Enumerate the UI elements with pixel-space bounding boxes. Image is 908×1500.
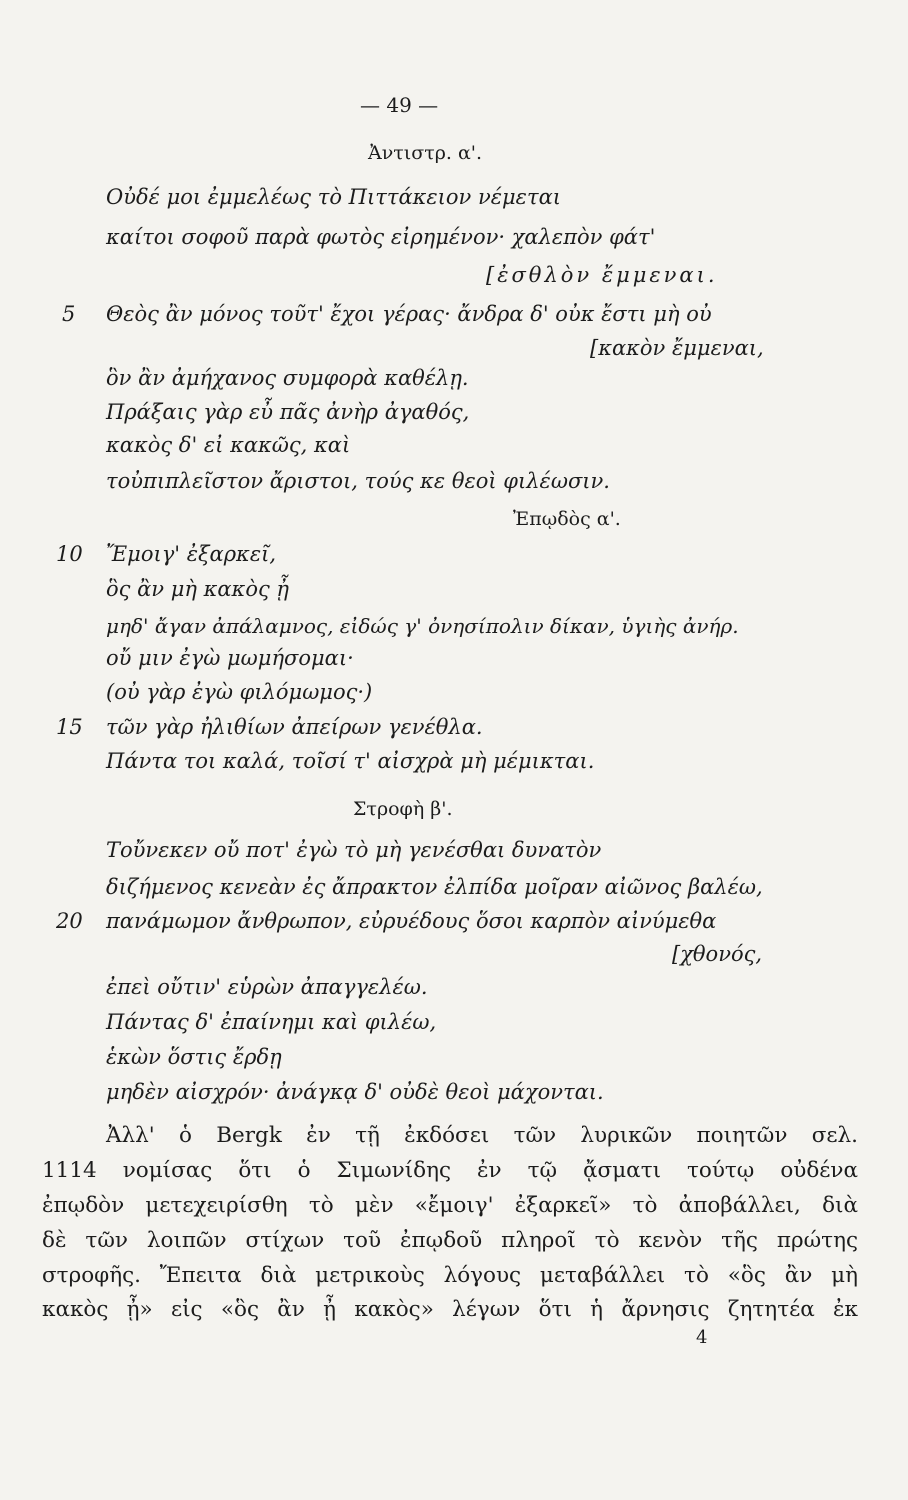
verse-line: πανάμωμον ἄνθρωπον, εὐρυέδους ὅσοι καρπὸν αἰνύμεθα [106, 909, 717, 933]
verse-line: ὃν ἂν ἀμήχανος συμφορὰ καθέλῃ. [106, 366, 469, 390]
verse-line: ὃς ἂν μὴ κακὸς ᾖ [106, 577, 289, 601]
signature-mark: 4 [696, 1327, 708, 1348]
prose-line: Ἀλλ' ὁ Bergk ἐν τῇ ἐκδόσει τῶν λυρικῶν ποιητῶν σελ. [106, 1123, 858, 1148]
prose-line: δὲ τῶν λοιπῶν στίχων τοῦ ἐπῳδοῦ πληροῖ τὸ κενὸν τῆς πρώτης [42, 1228, 858, 1253]
page-number: — 49 — [360, 93, 439, 117]
verse-line [106, 223, 655, 251]
verse-line-continuation: [χθονός, [672, 942, 763, 966]
verse-line: οὔ μιν ἐγὼ μωμήσομαι· [106, 646, 354, 670]
verse-line: κακὸς δ' εἰ κακῶς, καὶ [106, 433, 351, 457]
verse-line: Πάντας δ' ἐπαίνημι καὶ φιλέω, [106, 1010, 437, 1034]
verse-line: Πράξαις γὰρ εὖ πᾶς ἀνὴρ ἀγαθός, [106, 400, 470, 424]
verse-line-continuation: [κακὸν ἔμμεναι, [590, 336, 764, 360]
prose-line: κακὸς ᾖ» εἰς «ὃς ἂν ᾖ κακὸς» λέγων ὅτι ἡ ἄρνησις ζητητέα ἐκ [42, 1297, 858, 1322]
verse-line: τοὐπιπλεῖστον ἄριστοι, τούς κε θεοὶ φιλέωσιν. [106, 469, 610, 493]
verse-line: Τοὔνεκεν οὔ ποτ' ἐγὼ τὸ μὴ γενέσθαι δυνατὸν [106, 838, 602, 862]
verse-line: (οὐ γὰρ ἐγὼ φιλόμωμος·) [106, 680, 373, 704]
line-number: 15 [56, 715, 83, 739]
verse-line: μηδ' ἄγαν ἀπάλαμνος, εἰδώς γ' ὀνησίπολιν δίκαν, ὑγιὴς ἀνήρ. [106, 614, 739, 638]
prose-line: 1114 νομίσας ὅτι ὁ Σιμωνίδης ἐν τῷ ᾄσματι τούτῳ οὐδένα [42, 1158, 858, 1183]
verse-line: διζήμενος κενεὰν ἐς ἄπρακτον ἐλπίδα μοῖραν αἰῶνος βαλέω, [106, 875, 763, 899]
heading-antistrophe: Ἀντιστρ. α'. [368, 142, 483, 164]
verse-line: τῶν γὰρ ἠλιθίων ἀπείρων γενέθλα. [106, 715, 483, 739]
heading-strophe: Στροφὴ β'. [353, 798, 453, 820]
verse-line: Οὐδέ μοι ἐμμελέως τὸ Πιττάκειον νέμεται [106, 185, 561, 209]
verse-line-text: καίτοι σοφοῦ παρὰ φωτὸς εἰρημένον· χαλεπὸν φάτ' [106, 225, 656, 249]
verse-line: Πάντα τοι καλά, τοῖσί τ' αἰσχρὰ μὴ μέμικται. [106, 749, 595, 773]
line-number: 10 [56, 542, 83, 566]
verse-line: μηδὲν αἰσχρόν· ἀνάγκᾳ δ' οὐδὲ θεοὶ μάχονται. [106, 1080, 604, 1104]
heading-epode: Ἐπῳδὸς α'. [513, 508, 621, 530]
verse-line-continuation: [ἐσθλὸν ἔμμεναι. [486, 263, 718, 287]
verse-line: ἐπεὶ οὔτιν' εὑρὼν ἀπαγγελέω. [106, 975, 428, 999]
verse-line: Ἔμοιγ' ἐξαρκεῖ, [106, 542, 277, 566]
line-number: 20 [56, 909, 83, 933]
prose-line: ἐπῳδὸν μετεχειρίσθη τὸ μὲν «ἔμοιγ' ἐξαρκεῖ» τὸ ἀποβάλλει, διὰ [42, 1193, 858, 1218]
verse-line: ἑκὼν ὅστις ἔρδῃ [106, 1045, 282, 1069]
prose-line: στροφῆς. Ἔπειτα διὰ μετρικοὺς λόγους μεταβάλλει τὸ «ὃς ἂν μὴ [42, 1263, 858, 1288]
line-number: 5 [62, 302, 76, 326]
verse-line: Θεὸς ἂν μόνος τοῦτ' ἔχοι γέρας· ἄνδρα δ' οὐκ ἔστι μὴ οὐ [106, 302, 712, 326]
